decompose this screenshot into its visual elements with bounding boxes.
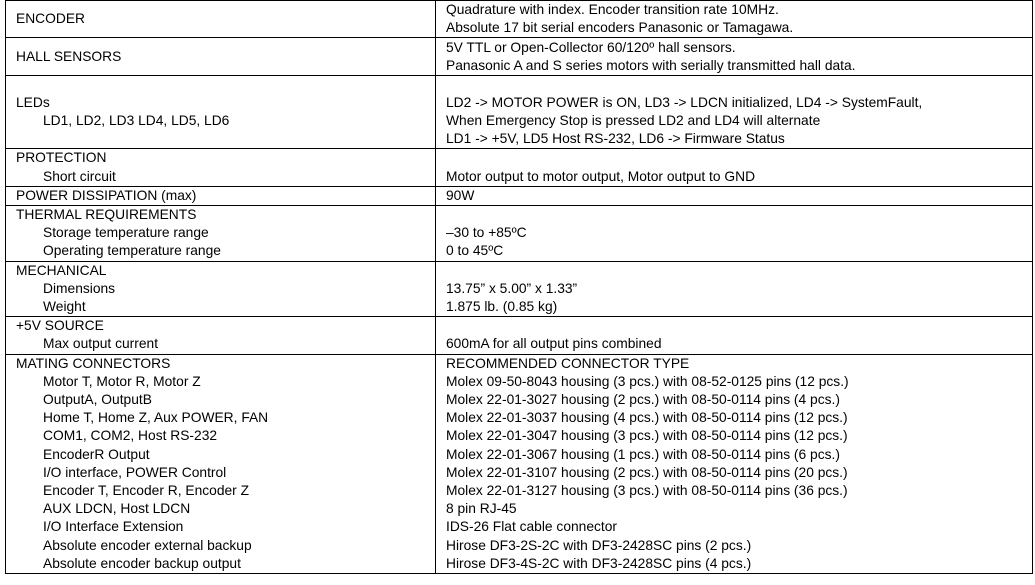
mating-item-label: I/O Interface Extension xyxy=(43,519,184,535)
mechanical-item-value: 13.75” x 5.00” x 1.33” xyxy=(446,280,578,296)
source-value: 600mA for all output pins combined xyxy=(446,336,662,352)
mating-item-label: Absolute encoder external backup xyxy=(43,537,252,553)
mating-item-label: OutputA, OutputB xyxy=(43,392,152,408)
encoder-value-1: Quadrature with index. Encoder transition rate 10MHz. xyxy=(446,2,779,17)
mating-item-value: Molex 09-50-8043 housing (3 pcs.) with 08-52-0125 pins (12 pcs.) xyxy=(446,373,849,389)
thermal-item-label: Operating temperature range xyxy=(43,243,221,259)
mating-value-cell xyxy=(436,354,1033,573)
leds-label: LEDs xyxy=(16,94,50,110)
mating-item-value: IDS-26 Flat cable connector xyxy=(446,519,618,535)
mating-label-cell xyxy=(6,354,436,573)
mating-item-value: Molex 22-01-3107 housing (2 pcs.) with 08-50-0114 pins (20 pcs.) xyxy=(446,464,848,480)
mating-item-label: COM1, COM2, Host RS-232 xyxy=(43,428,218,444)
thermal-label-cell xyxy=(6,206,436,262)
power-label: POWER DISSIPATION (max) xyxy=(16,187,197,203)
mechanical-label-cell xyxy=(6,261,436,317)
mating-item-value: Molex 22-01-3027 housing (2 pcs.) with 08-50-0114 pins (4 pcs.) xyxy=(446,392,840,408)
mating-item-value: Hirose DF3-2S-2C with DF3-2428SC pins (2 pcs.) xyxy=(446,537,752,553)
row-mating-connectors xyxy=(6,354,1033,573)
power-label-cell xyxy=(6,186,436,205)
mating-item-label: I/O interface, POWER Control xyxy=(43,464,227,480)
row-thermal xyxy=(6,206,1033,262)
mating-item-label: EncoderR Output xyxy=(43,446,150,462)
thermal-item-value: 0 to 45ºC xyxy=(446,243,504,259)
mating-item-value: Hirose DF3-4S-2C with DF3-2428SC pins (4 pcs.) xyxy=(446,555,752,571)
mating-label: MATING CONNECTORS xyxy=(16,355,171,371)
mating-item-value: 8 pin RJ-45 xyxy=(446,501,517,517)
leds-value-cell xyxy=(436,76,1033,149)
mechanical-item-label: Dimensions xyxy=(43,280,116,296)
mechanical-value-cell xyxy=(436,261,1033,317)
encoder-label-cell xyxy=(6,1,436,38)
leds-sub-label: LD1, LD2, LD3 LD4, LD5, LD6 xyxy=(43,113,230,128)
mechanical-item-value: 1.875 lb. (0.85 kg) xyxy=(446,299,558,315)
protection-value: Motor output to motor output, Motor output to GND xyxy=(446,168,756,184)
encoder-value-2: Absolute 17 bit serial encoders Panasonic or Tamagawa. xyxy=(446,20,794,36)
row-encoder xyxy=(6,1,1033,38)
mating-item-label: Encoder T, Encoder R, Encoder Z xyxy=(43,483,250,499)
mating-header-value: RECOMMENDED CONNECTOR TYPE xyxy=(446,355,690,371)
power-value: 90W xyxy=(446,187,475,203)
encoder-label: ENCODER xyxy=(16,11,85,27)
row-mechanical xyxy=(6,261,1033,317)
mating-item-value: Molex 22-01-3037 housing (4 pcs.) with 08-50-0114 pins (12 pcs.) xyxy=(446,410,848,426)
protection-value-cell xyxy=(436,149,1033,186)
mating-item-value: Molex 22-01-3047 housing (3 pcs.) with 08-50-0114 pins (12 pcs.) xyxy=(446,428,848,444)
hall-value-1: 5V TTL or Open-Collector 60/120º hall sensors. xyxy=(446,39,736,55)
power-value-cell xyxy=(436,186,1033,205)
leds-label-cell xyxy=(6,76,436,149)
source-label-cell xyxy=(6,317,436,354)
leds-value-2: When Emergency Stop is pressed LD2 and LD4 will alternate xyxy=(446,113,821,128)
row-power-dissipation xyxy=(6,186,1033,205)
thermal-value-cell xyxy=(436,206,1033,262)
source-sub-label: Max output current xyxy=(43,336,159,352)
mating-item-label: Motor T, Motor R, Motor Z xyxy=(43,373,201,389)
row-protection xyxy=(6,149,1033,186)
hall-label-cell xyxy=(6,38,436,76)
encoder-value-cell xyxy=(436,1,1033,38)
spec-table xyxy=(5,0,1033,574)
mating-item-value: Molex 22-01-3127 housing (3 pcs.) with 08-50-0114 pins (36 pcs.) xyxy=(446,483,848,499)
row-hall-sensors xyxy=(6,38,1033,76)
thermal-item-label: Storage temperature range xyxy=(43,225,209,241)
source-label: +5V SOURCE xyxy=(16,318,104,334)
source-value-cell xyxy=(436,317,1033,354)
leds-spacer xyxy=(16,130,435,148)
thermal-label: THERMAL REQUIREMENTS xyxy=(16,207,197,223)
leds-value-1: LD2 -> MOTOR POWER is ON, LD3 -> LDCN initialized, LD4 -> SystemFault, xyxy=(446,94,923,110)
hall-value-2: Panasonic A and S series motors with serially transmitted hall data. xyxy=(446,57,856,73)
row-5v-source xyxy=(6,317,1033,354)
protection-label-cell xyxy=(6,149,436,186)
mechanical-label: MECHANICAL xyxy=(16,262,107,278)
hall-value-cell xyxy=(436,38,1033,76)
protection-label: PROTECTION xyxy=(16,150,107,166)
mating-item-label: Absolute encoder backup output xyxy=(43,555,241,571)
leds-value-3: LD1 -> +5V, LD5 Host RS-232, LD6 -> Firmware Status xyxy=(446,131,785,147)
mechanical-item-label: Weight xyxy=(43,299,86,315)
mating-item-label: Home T, Home Z, Aux POWER, FAN xyxy=(43,410,269,426)
hall-label: HALL SENSORS xyxy=(16,48,122,64)
row-leds xyxy=(6,76,1033,149)
mating-item-value: Molex 22-01-3067 housing (1 pcs.) with 08-50-0114 pins (6 pcs.) xyxy=(446,446,840,462)
protection-sub-label: Short circuit xyxy=(43,168,116,184)
thermal-item-value: –30 to +85ºC xyxy=(446,225,527,241)
mating-item-label: AUX LDCN, Host LDCN xyxy=(43,501,191,517)
